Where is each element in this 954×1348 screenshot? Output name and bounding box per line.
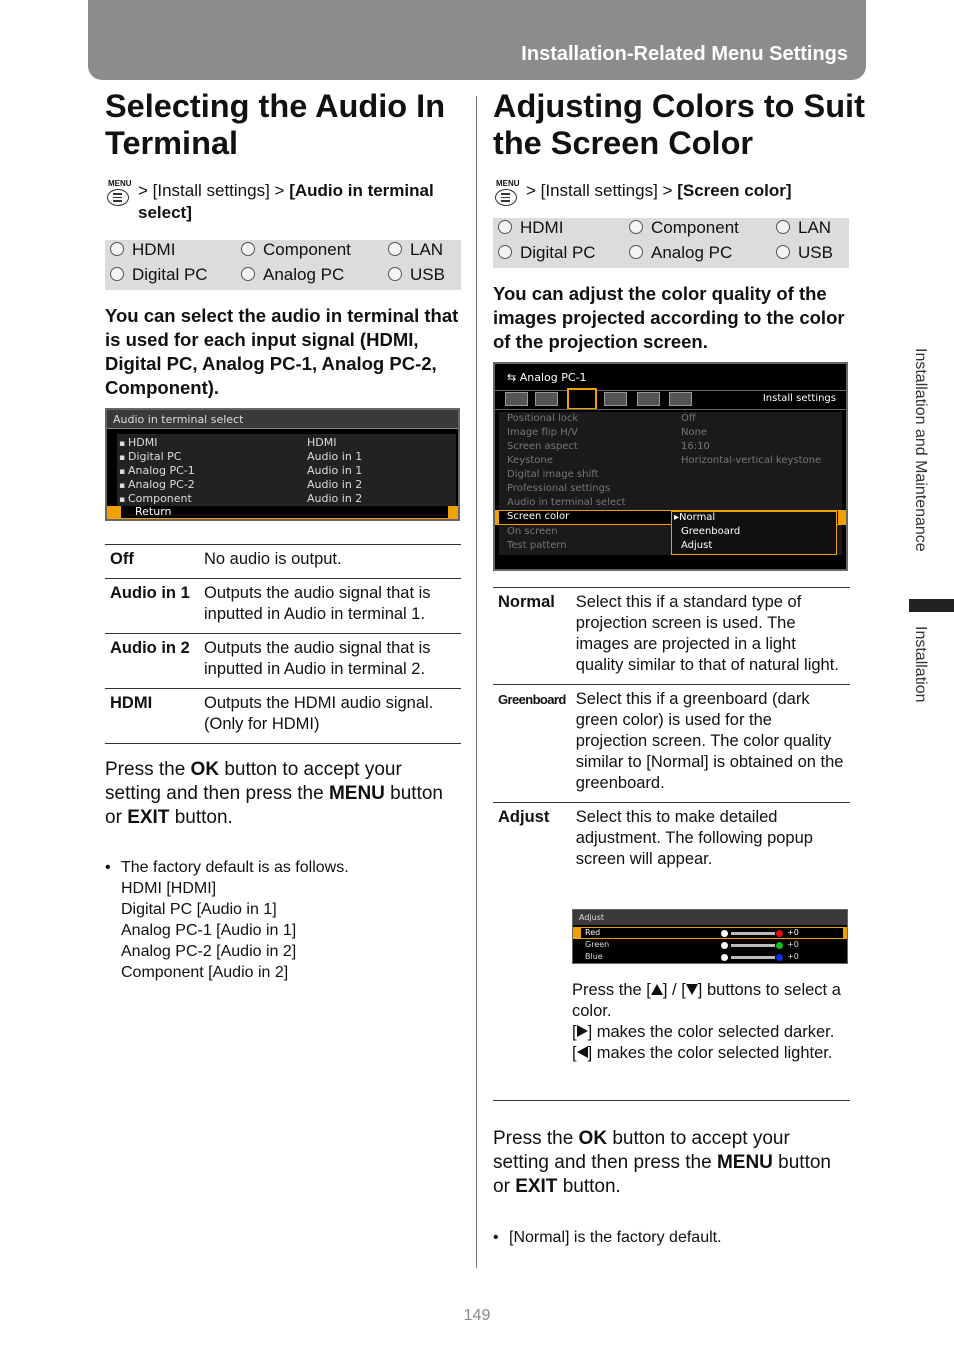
osd-row: Positional lock xyxy=(507,413,579,424)
osd-row: Audio in terminal select xyxy=(507,497,626,508)
popup-option-adjust: Adjust xyxy=(681,540,713,551)
signal-item: USB xyxy=(776,243,833,263)
osd-row: Screen aspect xyxy=(507,441,578,452)
signal-item: LAN xyxy=(776,218,831,238)
arrow-right-icon: ▸ xyxy=(674,512,680,523)
table-row: Greenboard Select this if a greenboard (dark green color) is used for the projection screen. The color quality similar to [Normal] is obtained on the greenboard. xyxy=(493,685,850,803)
signal-item: Analog PC xyxy=(241,265,344,285)
osd-row: Image flip H/V xyxy=(507,427,578,438)
osd-row: Digital image shift xyxy=(507,469,599,480)
signal-item: Digital PC xyxy=(498,243,596,263)
table-row: Adjust Select this to make detailed adjustment. The following popup screen will appear. xyxy=(493,803,850,1101)
osd-title: Audio in terminal select xyxy=(113,413,244,426)
breadcrumb-current: [Screen color] xyxy=(677,181,792,200)
osd-tab-install-icon xyxy=(567,388,597,410)
slider-track xyxy=(731,944,775,947)
adjust-value: +0 xyxy=(787,952,799,961)
right-press-ok-text: Press the OK button to accept your setting and then press the MENU button or EXIT button. xyxy=(493,1128,831,1197)
right-note: • [Normal] is the factory default. xyxy=(493,1229,722,1246)
screen-color-popup xyxy=(671,511,837,555)
popup-option-greenboard: Greenboard xyxy=(681,526,741,537)
bullet: • xyxy=(493,1229,499,1246)
header-title: Installation-Related Menu Settings xyxy=(521,43,848,65)
breadcrumb-path: > [Install settings] > xyxy=(526,181,678,200)
adjust-value: +0 xyxy=(787,928,799,937)
signal-item: USB xyxy=(388,265,445,285)
osd-tab-picture-icon xyxy=(535,392,558,406)
table-row: Audio in 1 Outputs the audio signal that is inputted in Audio in terminal 1. xyxy=(105,579,461,634)
color-dot-green xyxy=(776,942,783,949)
radio-icon xyxy=(241,267,255,281)
osd-row: ▪ Analog PC-2 xyxy=(119,478,195,491)
table-row: Off No audio is output. xyxy=(105,545,461,579)
left-signal-list xyxy=(105,240,461,290)
radio-icon xyxy=(388,242,402,256)
left-breadcrumb xyxy=(105,180,465,226)
menu-button-icon: MENU xyxy=(493,180,521,208)
table-row: Audio in 2 Outputs the audio signal that is inputted in Audio in terminal 2. xyxy=(105,634,461,689)
table-row: HDMI Outputs the HDMI audio signal. (Only for HDMI) xyxy=(105,689,461,744)
arrow-down-icon xyxy=(686,984,698,995)
header-bar xyxy=(88,0,866,80)
osd-row-value: Audio in 1 xyxy=(307,450,363,463)
color-dot-blue xyxy=(776,954,783,961)
signal-item: Digital PC xyxy=(110,265,208,285)
osd-row-value: Audio in 1 xyxy=(307,464,363,477)
osd-row-value: Off xyxy=(681,413,696,424)
slider-knob xyxy=(721,930,728,937)
left-note: • The factory default is as follows. HDMI [HDMI] Digital PC [Audio in 1] Analog PC-1 [Audio in 1] Analog PC-2 [Audio in 2] Component [Audio in 2] xyxy=(105,859,349,981)
signal-item: Analog PC xyxy=(629,243,732,263)
osd-tab-info-icon xyxy=(669,392,692,406)
adjust-help-text: Press the [ ] / [ ] buttons to select a color. [ ] makes the color selected darker. [ ] makes the color selected lighter. xyxy=(572,981,841,1062)
radio-icon xyxy=(498,245,512,259)
bullet: • xyxy=(105,859,111,876)
breadcrumb-path: > [Install settings] > xyxy=(138,181,290,200)
osd-source: Analog PC-1 xyxy=(519,371,587,384)
adjust-osd-screen xyxy=(572,909,848,964)
radio-icon xyxy=(388,267,402,281)
table-row: Normal Select this if a standard type of projection screen is used. The images are projected in a light quality similar to that of natural light. xyxy=(493,588,850,685)
osd-row-value: Audio in 2 xyxy=(307,492,363,505)
osd-row-value: HDMI xyxy=(307,436,337,449)
left-press-ok-text: Press the OK button to accept your setting and then press the MENU button or EXIT button. xyxy=(105,759,443,828)
page-number: 149 xyxy=(463,1307,491,1324)
signal-item: LAN xyxy=(388,240,443,260)
adjust-osd-title: Adjust xyxy=(579,913,605,922)
osd-row: ▪ HDMI xyxy=(119,436,158,449)
signal-item: HDMI xyxy=(498,218,563,238)
osd-row-value: Audio in 2 xyxy=(307,478,363,491)
popup-option-normal: ▸Normal xyxy=(674,512,716,523)
breadcrumb-current: [Audio in terminal select] xyxy=(138,181,434,222)
osd-tab-image-icon xyxy=(505,392,528,406)
osd-return: Return xyxy=(135,505,172,518)
osd-row: ▪ Analog PC-1 xyxy=(119,464,195,477)
left-title: Selecting the Audio In Terminal xyxy=(105,88,446,161)
arrow-up-icon xyxy=(651,984,663,995)
slider-knob xyxy=(721,954,728,961)
adjust-value: +0 xyxy=(787,940,799,949)
side-tab-marker xyxy=(909,599,954,612)
right-breadcrumb xyxy=(493,180,853,208)
osd-row-value: None xyxy=(681,427,708,438)
slider-track xyxy=(731,956,775,959)
right-signal-list xyxy=(493,218,849,268)
side-label-maintenance: Installation and Maintenance xyxy=(912,348,929,552)
signal-item: Component xyxy=(629,218,739,238)
osd-tab-network-icon xyxy=(637,392,660,406)
osd-tab-title: Install settings xyxy=(762,393,836,404)
osd-row: On screen xyxy=(507,526,558,537)
radio-icon xyxy=(629,245,643,259)
arrow-right-icon xyxy=(577,1025,588,1037)
radio-icon xyxy=(241,242,255,256)
osd-row: Test pattern xyxy=(507,540,567,551)
install-settings-osd-screen xyxy=(493,362,848,571)
signal-item: Component xyxy=(241,240,351,260)
left-options-table xyxy=(105,544,461,744)
audio-osd-screen xyxy=(105,408,460,521)
osd-row: Professional settings xyxy=(507,483,611,494)
adjust-row-blue: Blue xyxy=(585,952,603,961)
adjust-row-green: Green xyxy=(585,940,610,949)
input-source-icon: ⇆ xyxy=(507,371,520,384)
osd-row: ▪ Digital PC xyxy=(119,450,182,463)
adjust-row-red: Red xyxy=(585,928,601,937)
radio-icon xyxy=(498,220,512,234)
radio-icon xyxy=(629,220,643,234)
osd-row-value: Horizontal-vertical keystone xyxy=(681,455,822,466)
osd-row-value: 16:10 xyxy=(681,441,710,452)
radio-icon xyxy=(110,267,124,281)
right-title: Adjusting Colors to Suit the Screen Color xyxy=(493,88,865,161)
left-lead-text: You can select the audio in terminal that is used for each input signal (HDMI, Digital PC, Analog PC-1, Analog PC-2, Component). xyxy=(105,305,459,398)
osd-row-selected: Screen color xyxy=(507,511,570,522)
osd-row: ▪ Component xyxy=(119,492,192,505)
right-lead-text: You can adjust the color quality of the images projected according to the color of the projection screen. xyxy=(493,283,845,352)
menu-button-icon: MENU xyxy=(105,180,133,208)
radio-icon xyxy=(776,245,790,259)
color-dot-red xyxy=(776,930,783,937)
osd-row: Keystone xyxy=(507,455,553,466)
column-divider xyxy=(476,96,477,1268)
osd-tab-system-icon xyxy=(604,392,627,406)
slider-track xyxy=(731,932,775,935)
arrow-left-icon xyxy=(577,1046,588,1058)
radio-icon xyxy=(110,242,124,256)
radio-icon xyxy=(776,220,790,234)
signal-item: HDMI xyxy=(110,240,175,260)
side-label-installation: Installation xyxy=(912,626,929,703)
slider-knob xyxy=(721,942,728,949)
